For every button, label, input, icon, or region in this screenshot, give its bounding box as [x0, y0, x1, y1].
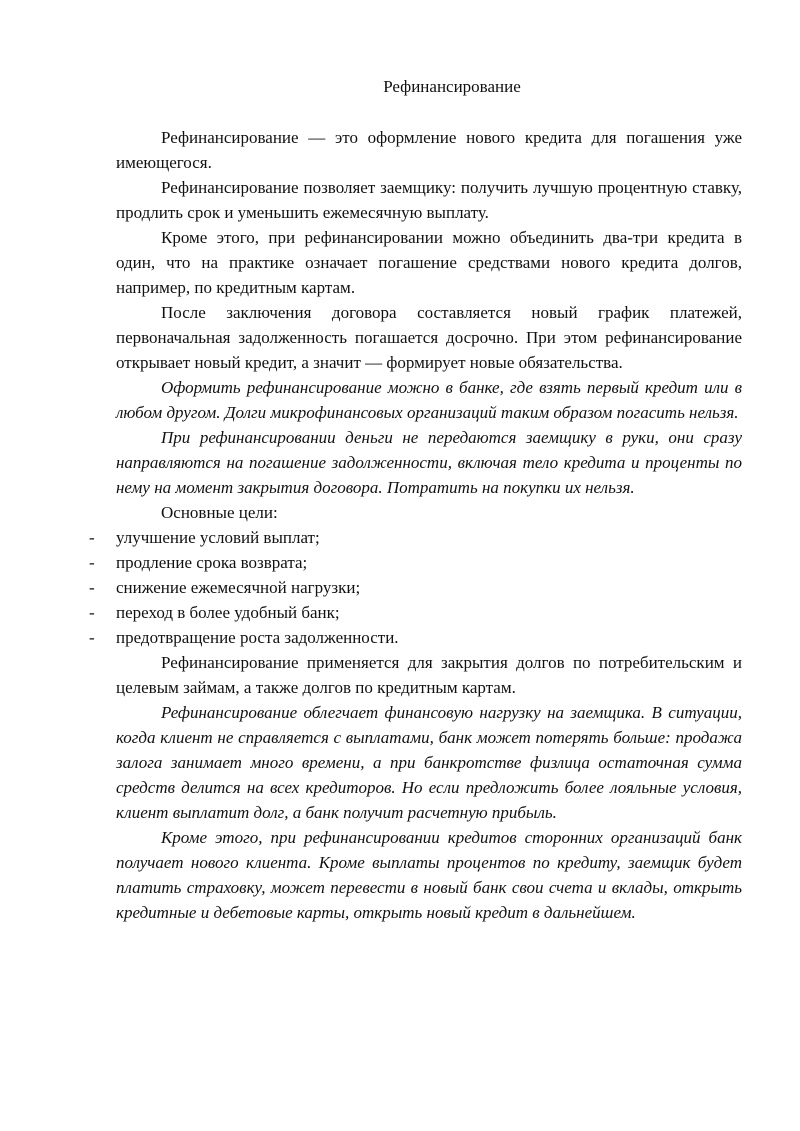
- list-item: [89, 600, 742, 625]
- paragraph-applicable-debts: Рефинансирование применяется для закрытия долгов по потребительским и целевым займам, а также долгов по кредитным картам.: [116, 653, 742, 697]
- list-dash: -: [89, 553, 95, 572]
- goals-list: [89, 525, 742, 650]
- paragraph-combine-loans: Кроме этого, при рефинансировании можно объединить два-три кредита в один, что на практике означает погашение средствами нового кредита долгов, например, по кредитным картам.: [116, 228, 742, 297]
- list-item: [89, 550, 742, 575]
- list-item: [89, 575, 742, 600]
- list-item: [89, 525, 742, 550]
- paragraph-goals-heading: Основные цели:: [161, 503, 278, 522]
- list-item: [89, 625, 742, 650]
- paragraph-definition: Рефинансирование — это оформление нового кредита для погашения уже имеющегося.: [116, 128, 742, 172]
- paragraph-benefits: Рефинансирование позволяет заемщику: получить лучшую процентную ставку, продлить срок и уменьшить ежемесячную выплату.: [116, 178, 742, 222]
- list-dash: -: [89, 628, 95, 647]
- list-dash: -: [89, 603, 95, 622]
- list-item-text: переход в более удобный банк;: [116, 603, 340, 622]
- document-title: Рефинансирование: [383, 77, 521, 96]
- list-dash: -: [89, 578, 95, 597]
- paragraph-money-flow: При рефинансировании деньги не передаются заемщику в руки, они сразу направляются на погашение задолженности, включая тело кредита и проценты по нему на момент закрытия договора. Потратить на покупки их нельзя.: [116, 428, 742, 497]
- paragraph-where-to-apply: Оформить рефинансирование можно в банке, где взять первый кредит или в любом другом. Долги микрофинансовых организаций таким образом погасить нельзя.: [116, 378, 742, 422]
- paragraph-new-schedule: После заключения договора составляется новый график платежей, первоначальная задолженность погашается досрочно. При этом рефинансирование открывает новый кредит, а значит — формирует новые обязательства.: [116, 303, 742, 372]
- paragraph-bank-perspective: Рефинансирование облегчает финансовую нагрузку на заемщика. В ситуации, когда клиент не справляется с выплатами, банк может потерять больше: продажа залога занимает много времени, а при банкротстве физлица остаточная сумма средств делится на всех кредиторов. Но если предложить более лояльные условия, клиент выплатит долг, а банк получит расчетную прибыль.: [116, 703, 742, 822]
- list-item-text: улучшение условий выплат;: [116, 528, 320, 547]
- list-item-text: продление срока возврата;: [116, 553, 308, 572]
- list-dash: -: [89, 528, 95, 547]
- list-item-text: предотвращение роста задолженности.: [116, 628, 399, 647]
- list-item-text: снижение ежемесячной нагрузки;: [116, 578, 361, 597]
- paragraph-new-client: Кроме этого, при рефинансировании кредитов сторонних организаций банк получает нового клиента. Кроме выплаты процентов по кредиту, заемщик будет платить страховку, может перевести в новый банк свои счета и вклады, открыть кредитные и дебетовые карты, открыть новый кредит в дальнейшем.: [116, 828, 742, 922]
- document-body: [89, 125, 742, 925]
